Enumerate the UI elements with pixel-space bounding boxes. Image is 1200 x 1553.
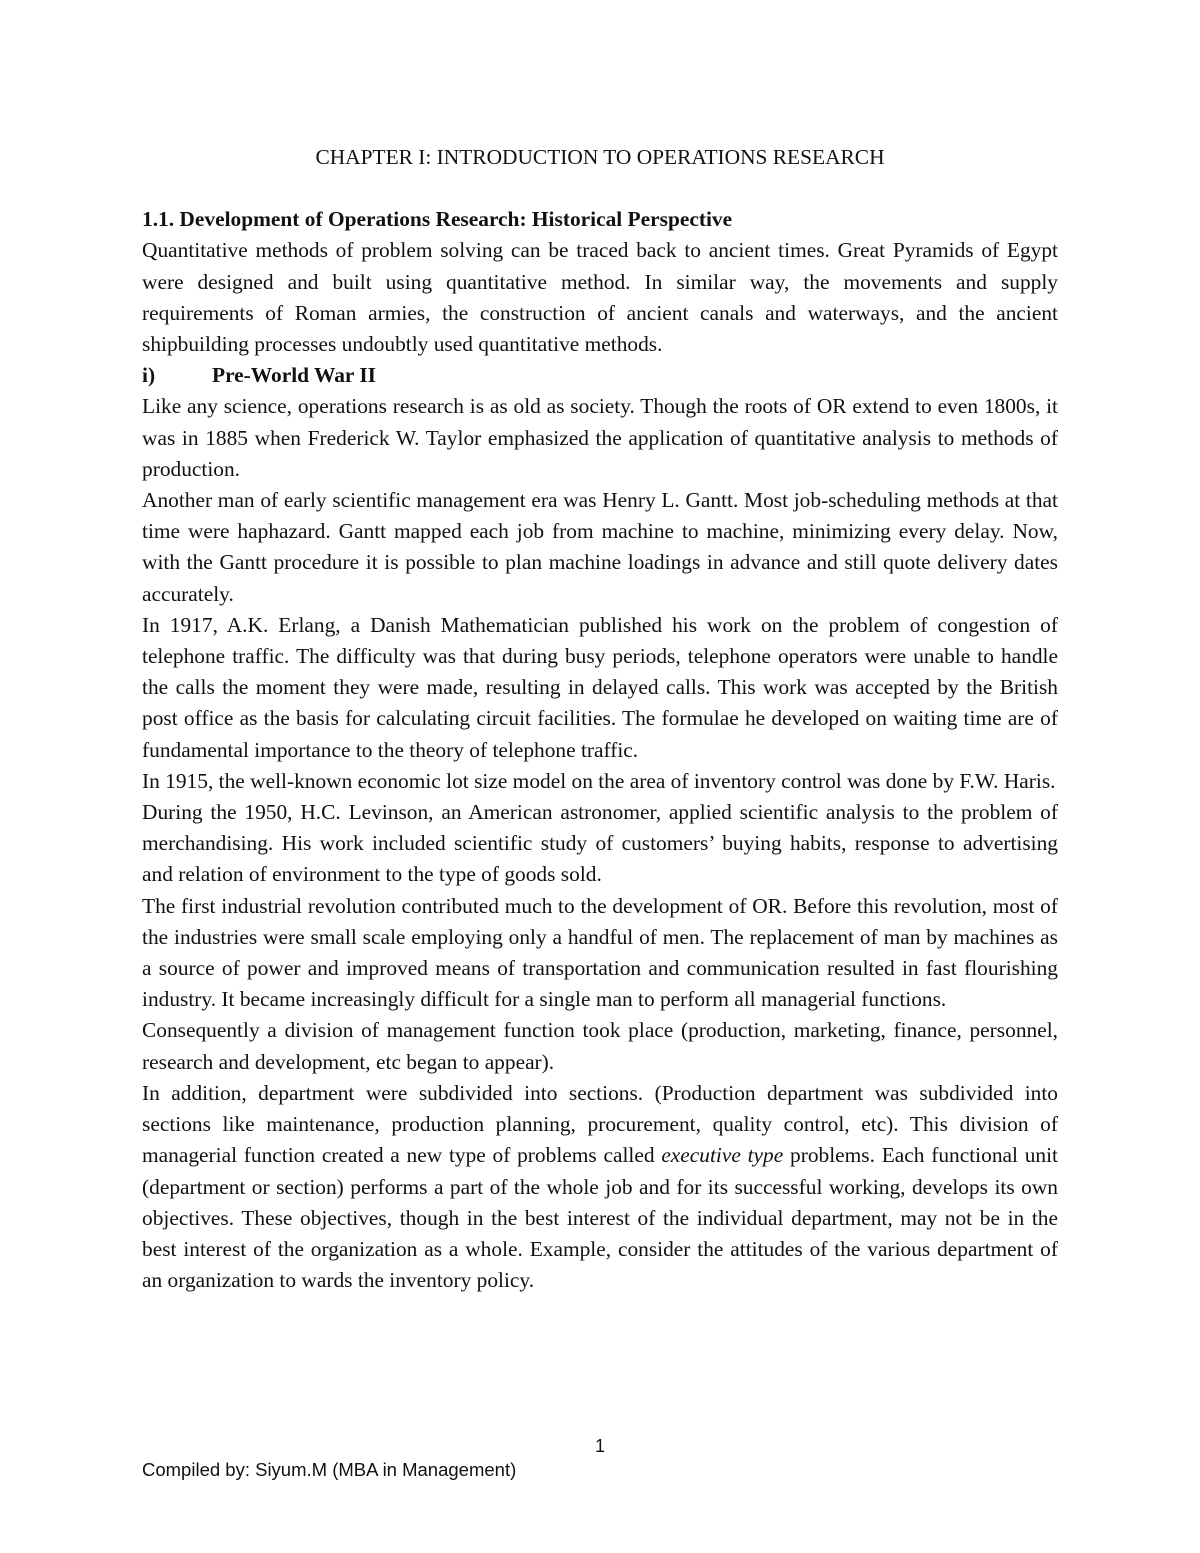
executive-type-emphasis: executive type xyxy=(661,1143,784,1168)
paragraph-erlang: In 1917, A.K. Erlang, a Danish Mathematician published his work on the problem of congestion of telephone traffic. The difficulty was that during busy periods, telephone operators were unable to handle the calls the moment they were made, resulting in delayed calls. This work was accepted by the British post office as the basis for calculating circuit facilities. The formulae he developed on waiting time are of fundamental importance to the theory of telephone traffic. xyxy=(142,612,1058,762)
subsection-heading xyxy=(142,360,1058,391)
paragraph-taylor: Like any science, operations research is as old as society. Though the roots of OR extend to even 1800s, it was in 1885 when Frederick W. Taylor emphasized the application of quantitative analysis to methods of production. xyxy=(142,394,1058,481)
footer-compiled-by: Compiled by: Siyum.M (MBA in Management) xyxy=(142,1459,517,1480)
paragraph-industrial-revolution: The first industrial revolution contributed much to the development of OR. Before this revolution, most of the industries were small scale employing only a handful of men. The replacement of man by machines as a source of power and improved means of transportation and communication resulted in fast flourishing industry. It became increasingly difficult for a single man to perform all managerial functions. xyxy=(142,893,1058,1012)
executive-text-before: In addition, department were subdivided into sections. (Production department was subdivided into sections like maintenance, production planning, procurement, quality control, etc). This division of managerial function created a new type of problems called xyxy=(142,1080,1058,1168)
paragraph-division-of-management: Consequently a division of management function took place (production, marketing, finance, personnel, research and development, etc began to appear). xyxy=(142,1018,1058,1074)
chapter-title: CHAPTER I: INTRODUCTION TO OPERATIONS RESEARCH xyxy=(315,145,885,169)
executive-text-after: problems. Each functional unit (department or section) performs a part of the whole job and for its successful working, develops its own objectives. These objectives, though in the best interest of the individual department, may not be in the best interest of the organization as a whole. Example, consider the attitudes of the various department of an organization to wards the inventory policy. xyxy=(142,1143,1058,1293)
paragraph-haris: In 1915, the well-known economic lot size model on the area of inventory control was done by F.W. Haris. xyxy=(142,768,1056,793)
page-number: 1 xyxy=(594,1436,605,1456)
intro-paragraph: Quantitative methods of problem solving can be traced back to ancient times. Great Pyramids of Egypt were designed and built using quantitative method. In similar way, the movements and supply requirements of Roman armies, the construction of ancient canals and waterways, and the ancient shipbuilding processes undoubtly used quantitative methods. xyxy=(142,238,1058,357)
page-content xyxy=(142,142,1058,1296)
paragraph-executive-type xyxy=(142,1078,1058,1296)
section-heading: 1.1. Development of Operations Research: Historical Perspective xyxy=(142,207,733,232)
subsection-number: i) xyxy=(142,363,156,388)
paragraph-levinson: During the 1950, H.C. Levinson, an American astronomer, applied scientific analysis to the problem of merchandising. His work included scientific study of customers’ buying habits, response to advertising and relation of environment to the type of goods sold. xyxy=(142,800,1058,887)
subsection-title: Pre-World War II xyxy=(212,363,377,388)
paragraph-gantt: Another man of early scientific management era was Henry L. Gantt. Most job-scheduling methods at that time were haphazard. Gantt mapped each job from machine to machine, minimizing every delay. Now, with the Gantt procedure it is possible to plan machine loadings in advance and still quote delivery dates accurately. xyxy=(142,488,1058,606)
